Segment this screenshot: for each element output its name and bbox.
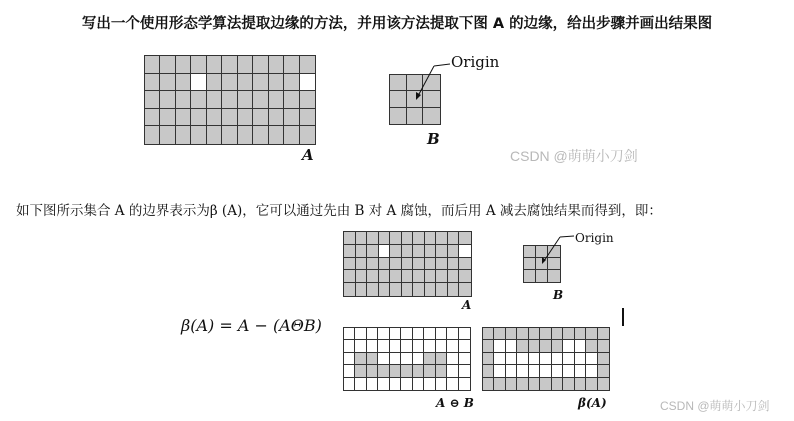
grid-cell [356, 245, 368, 258]
grid-cell [598, 378, 609, 390]
grid-cell [355, 365, 366, 377]
grid-cell [207, 126, 222, 144]
grid-cell [447, 365, 458, 377]
grid-cell [401, 340, 412, 352]
grid-cell [598, 340, 609, 352]
grid-cell [448, 245, 460, 258]
grid-cell [424, 378, 435, 390]
grid-cell [413, 258, 425, 271]
grid-cell [483, 340, 494, 352]
grid-cell [413, 365, 424, 377]
grid-cell [344, 378, 355, 390]
grid-cell [586, 353, 597, 365]
grid-cell [176, 126, 191, 144]
description-text: 如下图所示集合 A 的边界表示为β (A)，它可以通过先由 B 对 A 腐蚀，而后用 A 减去腐蚀结果而得到，即： [16, 203, 662, 219]
grid-cell [284, 126, 299, 144]
grid-cell [238, 91, 253, 109]
grid-cell [160, 109, 175, 127]
watermark: CSDN @萌萌小刀剑 [510, 148, 638, 164]
grid-cell [390, 328, 401, 340]
grid-cell [524, 246, 536, 258]
grid-cell [390, 378, 401, 390]
grid-cell [367, 283, 379, 296]
grid-cell [344, 283, 356, 296]
grid-cell [344, 353, 355, 365]
grid-cell [269, 74, 284, 92]
grid-cell [390, 75, 407, 91]
grid-cell [586, 378, 597, 390]
grid-cell [390, 270, 402, 283]
text-cursor [622, 308, 624, 326]
grid-cell [563, 378, 574, 390]
grid-cell [222, 74, 237, 92]
grid-cell [390, 108, 407, 124]
grid-cell [145, 56, 160, 74]
grid-cell [436, 365, 447, 377]
grid-cell [407, 108, 424, 124]
grid-cell [575, 378, 586, 390]
grid-cell [424, 365, 435, 377]
grid-cell [191, 91, 206, 109]
grid-cell [529, 340, 540, 352]
grid-cell [586, 328, 597, 340]
grid-cell [253, 91, 268, 109]
grid-cell [269, 109, 284, 127]
grid-cell [367, 258, 379, 271]
grid-cell [413, 328, 424, 340]
label-b-small: B [553, 288, 564, 302]
grid-cell [425, 283, 437, 296]
grid-cell [552, 365, 563, 377]
grid-cell [459, 365, 470, 377]
grid-cell [575, 365, 586, 377]
grid-cell [517, 353, 528, 365]
grid-cell [413, 353, 424, 365]
watermark-small: CSDN @萌萌小刀剑 [660, 399, 770, 413]
grid-cell [402, 258, 414, 271]
grid-cell [145, 91, 160, 109]
grid-cell [423, 108, 440, 124]
grid-cell [506, 328, 517, 340]
grid-cell [436, 258, 448, 271]
boundary-formula: β(A) = A − (AΘB) [181, 316, 322, 335]
grid-cell [379, 232, 391, 245]
grid-cell [401, 328, 412, 340]
grid-cell [367, 232, 379, 245]
grid-cell [300, 91, 315, 109]
label-a: A [302, 146, 314, 164]
grid-cell [355, 353, 366, 365]
grid-cell [378, 353, 389, 365]
label-boundary: β(A) [578, 396, 607, 410]
grid-cell [448, 258, 460, 271]
grid-cell [425, 232, 437, 245]
grid-cell [598, 353, 609, 365]
grid-cell [390, 245, 402, 258]
grid-cell [517, 365, 528, 377]
grid-cell [344, 258, 356, 271]
grid-cell [483, 328, 494, 340]
grid-cell [459, 270, 471, 283]
grid-cell [447, 353, 458, 365]
grid-cell [402, 245, 414, 258]
grid-cell [517, 328, 528, 340]
grid-cell [284, 74, 299, 92]
grid-cell [379, 270, 391, 283]
grid-cell [563, 353, 574, 365]
grid-cell [552, 353, 563, 365]
grid-cell [160, 56, 175, 74]
grid-cell [483, 353, 494, 365]
grid-cell [367, 353, 378, 365]
grid-cell [540, 378, 551, 390]
grid-cell [222, 91, 237, 109]
grid-cell [598, 328, 609, 340]
grid-cell [191, 126, 206, 144]
grid-cell [284, 91, 299, 109]
grid-cell [401, 353, 412, 365]
grid-cell [378, 378, 389, 390]
grid-cell [598, 365, 609, 377]
grid-cell [524, 270, 536, 282]
grid-cell [160, 91, 175, 109]
grid-cell [436, 245, 448, 258]
grid-cell [540, 328, 551, 340]
grid-cell [390, 365, 401, 377]
grid-cell [425, 258, 437, 271]
grid-cell [379, 258, 391, 271]
grid-cell [207, 56, 222, 74]
grid-cell [401, 365, 412, 377]
grid-cell [401, 378, 412, 390]
grid-cell [413, 232, 425, 245]
grid-cell [540, 353, 551, 365]
grid-cell [344, 365, 355, 377]
grid-cell [356, 232, 368, 245]
grid-cell [448, 232, 460, 245]
grid-cell [483, 378, 494, 390]
grid-cell [459, 353, 470, 365]
grid-erosion-result [343, 327, 471, 391]
grid-cell [575, 328, 586, 340]
grid-cell [355, 378, 366, 390]
grid-cell [145, 109, 160, 127]
grid-cell [390, 340, 401, 352]
grid-cell [390, 232, 402, 245]
grid-set-a-small [343, 231, 472, 297]
grid-cell [355, 340, 366, 352]
grid-cell [529, 378, 540, 390]
grid-cell [483, 365, 494, 377]
grid-cell [413, 270, 425, 283]
grid-cell [300, 74, 315, 92]
grid-cell [536, 270, 548, 282]
label-erosion: A ⊖ B [436, 396, 474, 410]
grid-cell [238, 109, 253, 127]
grid-cell [378, 328, 389, 340]
grid-cell [269, 56, 284, 74]
grid-cell [506, 340, 517, 352]
grid-cell [176, 74, 191, 92]
label-b: B [427, 130, 440, 148]
grid-cell [207, 109, 222, 127]
grid-cell [378, 365, 389, 377]
grid-cell [176, 91, 191, 109]
grid-cell [356, 270, 368, 283]
grid-cell [253, 56, 268, 74]
grid-cell [575, 340, 586, 352]
grid-cell [367, 245, 379, 258]
grid-cell [529, 353, 540, 365]
grid-cell [436, 283, 448, 296]
grid-cell [207, 74, 222, 92]
grid-cell [552, 378, 563, 390]
grid-cell [390, 258, 402, 271]
grid-cell [459, 378, 470, 390]
origin-arrow-icon [538, 233, 578, 267]
grid-cell [506, 378, 517, 390]
grid-cell [563, 365, 574, 377]
grid-cell [269, 91, 284, 109]
grid-cell [563, 340, 574, 352]
grid-cell [413, 283, 425, 296]
grid-cell [506, 353, 517, 365]
grid-cell [238, 56, 253, 74]
grid-cell [379, 283, 391, 296]
grid-cell [207, 91, 222, 109]
grid-cell [402, 232, 414, 245]
grid-cell [424, 340, 435, 352]
grid-cell [529, 365, 540, 377]
grid-cell [176, 56, 191, 74]
grid-cell [378, 340, 389, 352]
grid-cell [191, 74, 206, 92]
grid-cell [379, 245, 391, 258]
grid-cell [517, 340, 528, 352]
grid-cell [191, 56, 206, 74]
grid-cell [540, 340, 551, 352]
grid-cell [494, 378, 505, 390]
origin-label-small: Origin [575, 231, 614, 245]
grid-cell [436, 378, 447, 390]
grid-cell [390, 353, 401, 365]
grid-cell [563, 328, 574, 340]
origin-label: Origin [451, 53, 500, 71]
grid-cell [145, 126, 160, 144]
grid-cell [402, 270, 414, 283]
grid-cell [300, 56, 315, 74]
grid-cell [160, 126, 175, 144]
grid-cell [253, 74, 268, 92]
grid-cell [506, 365, 517, 377]
grid-cell [494, 365, 505, 377]
grid-cell [459, 283, 471, 296]
grid-cell [436, 353, 447, 365]
grid-cell [459, 258, 471, 271]
grid-cell [494, 353, 505, 365]
grid-boundary-result [482, 327, 610, 391]
grid-cell [447, 340, 458, 352]
grid-cell [575, 353, 586, 365]
grid-cell [494, 328, 505, 340]
grid-cell [238, 74, 253, 92]
grid-cell [367, 365, 378, 377]
grid-cell [424, 328, 435, 340]
grid-cell [540, 365, 551, 377]
grid-cell [222, 126, 237, 144]
grid-cell [344, 232, 356, 245]
question-title: 写出一个使用形态学算法提取边缘的方法，并用该方法提取下图 A 的边缘，给出步骤并画出结果图 [81, 16, 713, 32]
grid-cell [356, 283, 368, 296]
grid-cell [448, 270, 460, 283]
grid-cell [145, 74, 160, 92]
grid-cell [447, 378, 458, 390]
grid-cell [253, 126, 268, 144]
grid-cell [436, 232, 448, 245]
grid-cell [586, 365, 597, 377]
grid-cell [413, 378, 424, 390]
grid-cell [448, 283, 460, 296]
grid-cell [425, 270, 437, 283]
grid-cell [459, 328, 470, 340]
grid-cell [356, 258, 368, 271]
grid-cell [300, 126, 315, 144]
grid-cell [494, 340, 505, 352]
grid-cell [269, 126, 284, 144]
grid-cell [586, 340, 597, 352]
grid-cell [284, 109, 299, 127]
grid-cell [517, 378, 528, 390]
grid-cell [344, 328, 355, 340]
grid-cell [459, 340, 470, 352]
grid-cell [390, 283, 402, 296]
grid-cell [552, 340, 563, 352]
grid-cell [222, 56, 237, 74]
grid-cell [253, 109, 268, 127]
grid-cell [367, 340, 378, 352]
grid-cell [447, 328, 458, 340]
grid-cell [344, 340, 355, 352]
grid-cell [436, 270, 448, 283]
grid-cell [552, 328, 563, 340]
grid-set-a [144, 55, 316, 145]
grid-cell [222, 109, 237, 127]
grid-cell [367, 328, 378, 340]
grid-cell [548, 270, 560, 282]
grid-cell [176, 109, 191, 127]
grid-cell [300, 109, 315, 127]
grid-cell [284, 56, 299, 74]
grid-cell [413, 340, 424, 352]
grid-cell [344, 270, 356, 283]
grid-cell [424, 353, 435, 365]
label-a-small: A [462, 298, 472, 312]
grid-cell [524, 258, 536, 270]
grid-cell [436, 328, 447, 340]
grid-cell [459, 245, 471, 258]
grid-cell [425, 245, 437, 258]
grid-cell [390, 91, 407, 107]
grid-cell [191, 109, 206, 127]
grid-cell [160, 74, 175, 92]
grid-cell [459, 232, 471, 245]
grid-cell [344, 245, 356, 258]
grid-cell [367, 378, 378, 390]
grid-cell [355, 328, 366, 340]
grid-cell [413, 245, 425, 258]
grid-cell [367, 270, 379, 283]
grid-cell [402, 283, 414, 296]
grid-cell [238, 126, 253, 144]
grid-cell [529, 328, 540, 340]
grid-cell [436, 340, 447, 352]
